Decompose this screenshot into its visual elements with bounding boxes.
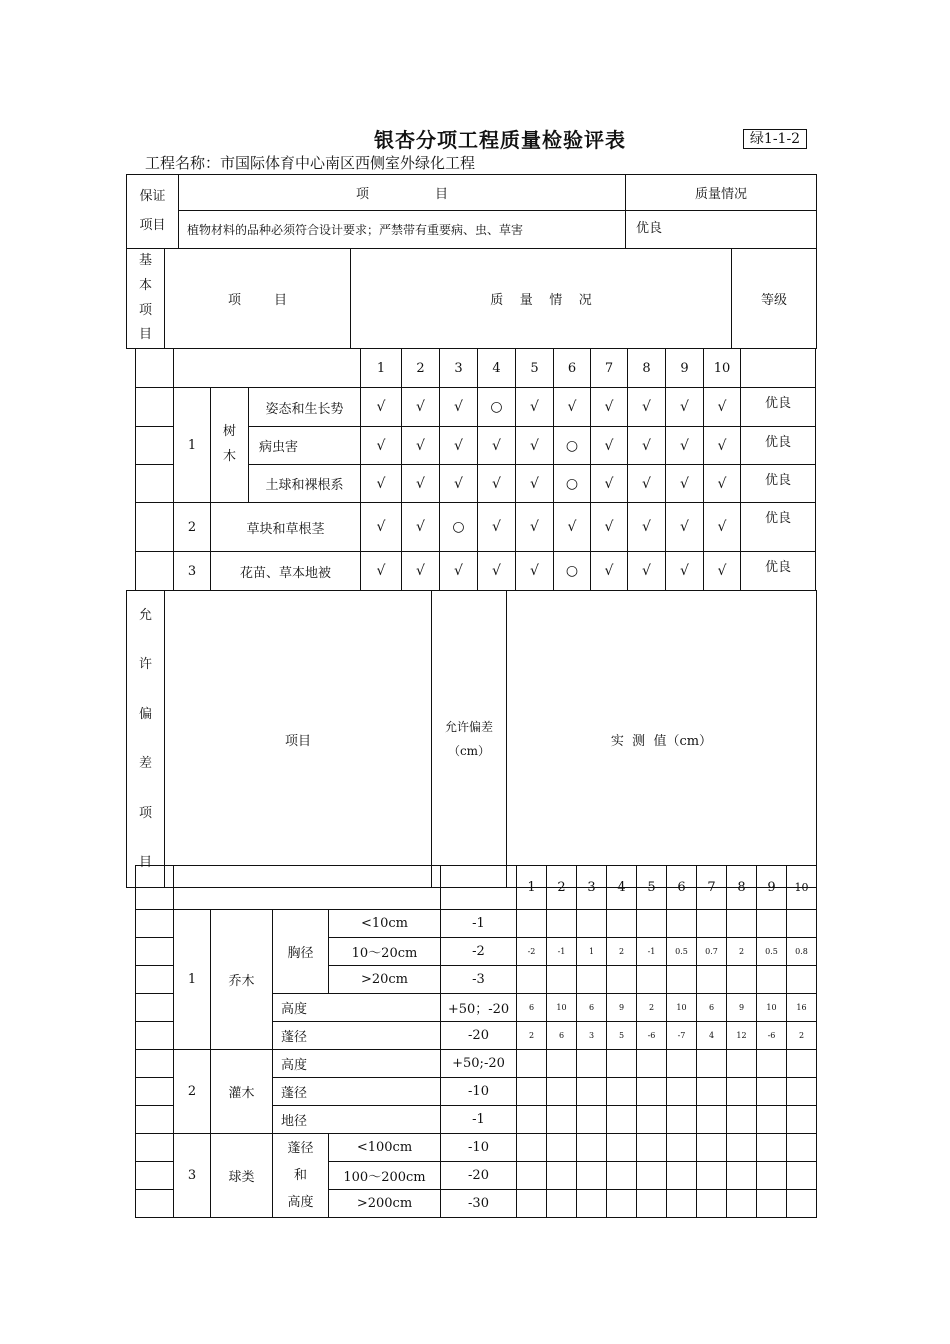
basic-items-table: 1 2 3 4 5 6 7 8 9 10 1 树 木 姿态和生长势 √ √ √ ○ √ √ √ √ √ √ 优良 病虫害 √ √ √ √ √ ○ √ √ √ √ 优良 土球和裸根系 √ √ √ √ √ ○ √ √ √ √ 优良 2 草块和草根茎 √ √ ○ √ √ √ √ √ √ √ 优良 3 花苗、草本地被 √ √ √ √ √ ○ √ √ √ √ 优良 [135, 348, 816, 591]
basic-group1-no: 1 [174, 388, 211, 503]
basic-side-label: 基 本 项 目 [127, 249, 165, 349]
guarantee-table [126, 174, 817, 249]
table-row: 蓬径 -20 2 6 3 5 -6 -7 4 12 -6 2 [136, 1022, 817, 1050]
table-row: 高度 +50；-20 6 10 6 9 2 10 6 9 10 16 [136, 994, 817, 1022]
basic-item-header: 项 目 [165, 249, 351, 349]
tolerance-item-header: 项目 [165, 591, 432, 888]
tolerance-measured-header: 实 测 值（cm） [507, 591, 817, 888]
table-row: 土球和裸根系 √ √ √ √ √ ○ √ √ √ √ 优良 [136, 465, 816, 503]
table-row: 3 花苗、草本地被 √ √ √ √ √ ○ √ √ √ √ 优良 [136, 552, 816, 591]
basic-group1-name: 树 木 [211, 388, 249, 503]
table-row: 1 乔木 胸径 <10cm -1 [136, 910, 817, 938]
table-row: 2 草块和草根茎 √ √ ○ √ √ √ √ √ √ √ 优良 [136, 503, 816, 552]
table-row: >200cm -30 [136, 1190, 817, 1218]
tolerance-header-table [126, 590, 817, 888]
page-title: 银杏分项工程质量检验评表 [374, 128, 626, 152]
project-name: 工程名称：市国际体育中心南区西侧室外绿化工程 [145, 154, 476, 172]
basic-header-table [126, 248, 817, 349]
guarantee-quality-value: 优良 [626, 211, 817, 249]
basic-grade-header: 等级 [732, 249, 817, 349]
guarantee-quality-header: 质量情况 [626, 175, 817, 211]
table-row: >20cm -3 [136, 966, 817, 994]
table-row: 地径 -1 [136, 1106, 817, 1134]
table-row: 2 灌木 高度 +50;-20 [136, 1050, 817, 1078]
basic-quality-header: 质 量 情 况 [351, 249, 732, 349]
table-row: 3 球类 蓬径 和 高度 <100cm -10 [136, 1134, 817, 1162]
tolerance-items-table: 1 2 3 4 5 6 7 8 9 10 1 乔木 胸径 <10cm -1 10～20cm -2 -2 -1 1 2 -1 0.5 0.7 2 0.5 0.8 >20cm -3 高度 +50；-20 6 10 6 9 2 10 6 9 10 16 蓬径 -20 2 6 3 5 -6 -7 4 12 -6 2 2 灌木 高度 +50;-20 蓬径 -10 地径 -1 3 球类 蓬径 和 高度 <100cm -10 100～200cm -20 >200cm -30 [135, 865, 817, 1218]
table-row: 蓬径 -10 [136, 1078, 817, 1106]
table-row: 10～20cm -2 -2 -1 1 2 -1 0.5 0.7 2 0.5 0.8 [136, 938, 817, 966]
form-code: 绿1-1-2 [743, 129, 807, 149]
guarantee-side-label: 保证 项目 [127, 175, 179, 249]
table-row: 1 树 木 姿态和生长势 √ √ √ ○ √ √ √ √ √ √ 优良 [136, 388, 816, 427]
tolerance-tol-header: 允许偏差 （cm） [432, 591, 507, 888]
guarantee-item-header: 项 目 [179, 175, 626, 211]
table-row: 100～200cm -20 [136, 1162, 817, 1190]
guarantee-item-text: 植物材料的品种必须符合设计要求；严禁带有重要病、虫、草害 [179, 211, 626, 249]
tolerance-side-label: 允 许 偏 差 项 目 [127, 591, 165, 888]
table-row: 病虫害 √ √ √ √ √ ○ √ √ √ √ 优良 [136, 427, 816, 465]
